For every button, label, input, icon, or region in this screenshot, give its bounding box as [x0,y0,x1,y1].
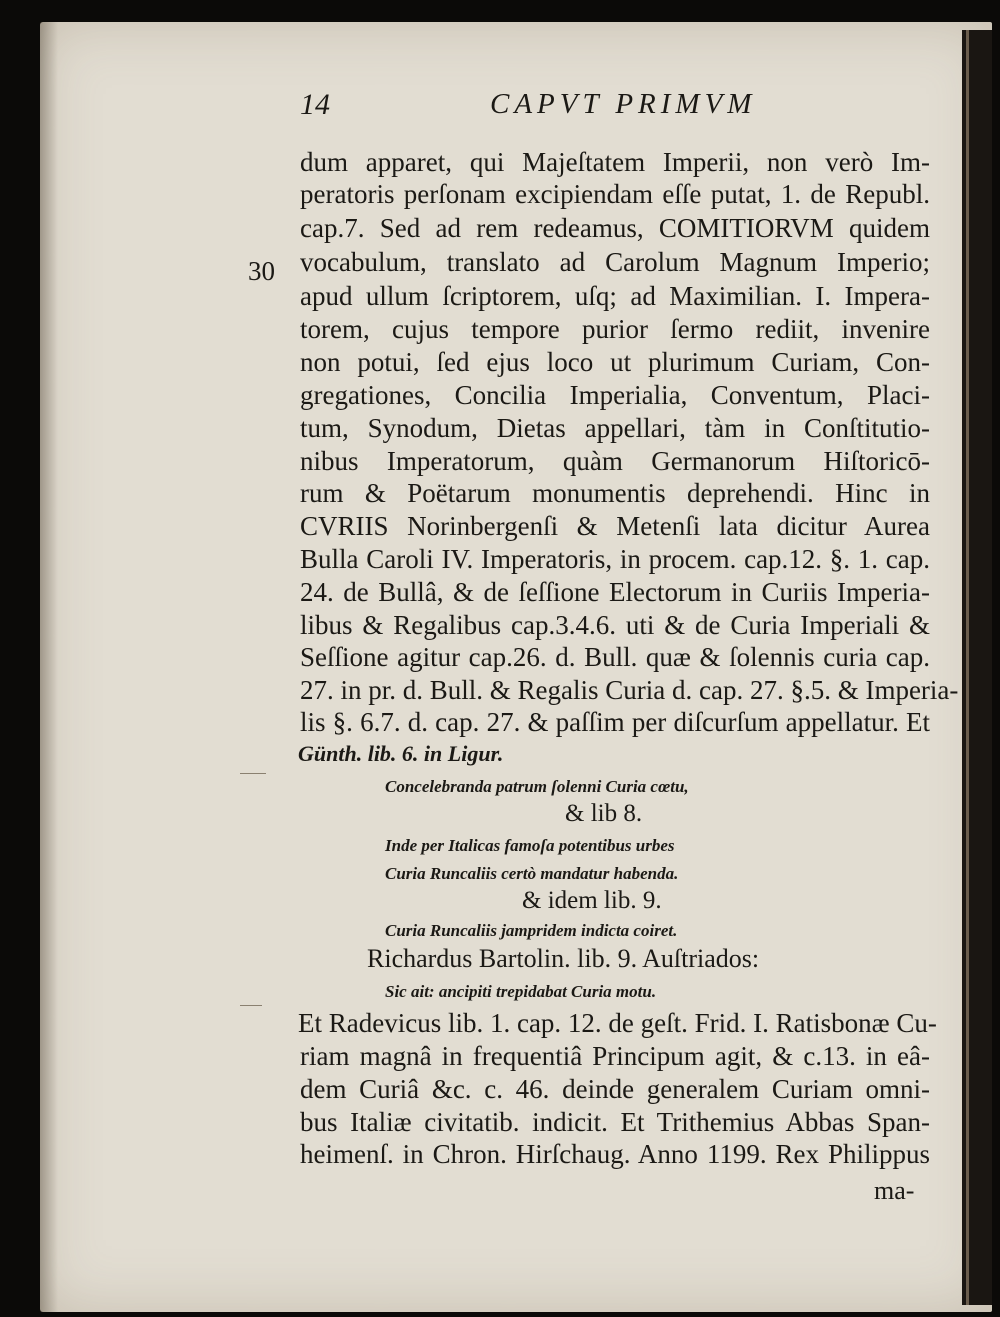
verse-reference: & lib 8. [565,800,643,827]
text-line: CVRIIS Norinbergenſi & Metenſi lata dicitur Aurea [300,511,930,541]
verse-line: Concelebranda patrum ſolenni Curia cœtu, [385,777,689,796]
text-line: dum apparet, qui Majeſtatem Imperii, non verò Im- [300,147,930,177]
text-line: peratoris perſonam excipiendam eſſe putat, 1. de Republ. [300,179,930,209]
text-line: vocabulum, translato ad Carolum Magnum Imperio; [300,247,930,277]
text-line: heimenſ. in Chron. Hirſchaug. Anno 1199. Rex Philippus [300,1139,930,1169]
margin-mark [240,773,266,774]
margin-line-number: 30 [248,256,275,286]
page-header [300,88,950,128]
catchword: ma- [874,1176,915,1205]
text-line: rum & Poëtarum monumentis deprehendi. Hinc in [300,478,930,508]
page-number: 14 [300,88,330,121]
text-line: non potui, ſed ejus loco ut plurimum Curiam, Con- [300,347,930,377]
text-line: apud ullum ſcriptorem, uſq; ad Maximilian. I. Impera- [300,281,930,311]
verse-line: Curia Runcaliis jampridem indicta coiret. [385,921,678,940]
verse-line: Curia Runcaliis certò mandatur habenda. [385,864,679,883]
text-line: 24. de Bullâ, & de ſeſſione Electorum in Curiis Imperia- [300,577,930,607]
text-line: Günth. lib. 6. in Ligur. [298,741,504,766]
text-line: Seſſione agitur cap.26. d. Bull. quæ & ſolennis curia cap. [300,642,930,672]
text-line: nibus Imperatorum, quàm Germanorum Hiſtoricō- [300,446,930,476]
verse-reference: & idem lib. 9. [522,887,662,914]
text-line: torem, cujus tempore purior ſermo rediit, invenire [300,314,930,344]
text-line: Et Radevicus lib. 1. cap. 12. de geſt. Frid. I. Ratisbonæ Cu- [298,1008,937,1038]
page-edge-shadow [962,30,992,1305]
text-line: 27. in pr. d. Bull. & Regalis Curia d. cap. 27. §.5. & Imperia- [300,675,959,705]
text-line: lis §. 6.7. d. cap. 27. & paſſim per diſcurſum appellatur. Et [300,707,930,737]
text-line: libus & Regalibus cap.3.4.6. uti & de Curia Imperiali & [300,610,930,640]
text-line: gregationes, Concilia Imperialia, Conventum, Placi- [300,380,930,410]
text-line: cap.7. Sed ad rem redeamus, COMITIORVM quidem [300,213,930,243]
running-head: CAPVT PRIMVM [490,88,757,120]
verse-line: Inde per Italicas famoſa potentibus urbes [385,836,675,855]
text-line: Bulla Caroli IV. Imperatoris, in procem. cap.12. §. 1. cap. [300,544,930,574]
text-line: riam magnâ in frequentiâ Principum agit, & c.13. in eâ- [300,1041,930,1071]
margin-mark [240,1005,262,1006]
text-line: tum, Synodum, Dietas appellari, tàm in Conſtitutio- [300,413,930,443]
text-line: bus Italiæ civitatib. indicit. Et Trithemius Abbas Span- [300,1107,930,1137]
verse-line: Sic ait: ancipiti trepidabat Curia motu. [385,982,657,1001]
text-line: dem Curiâ &c. c. 46. deinde generalem Curiam omni- [300,1074,930,1104]
verse-reference: Richardus Bartolin. lib. 9. Auſtriados: [367,944,760,973]
